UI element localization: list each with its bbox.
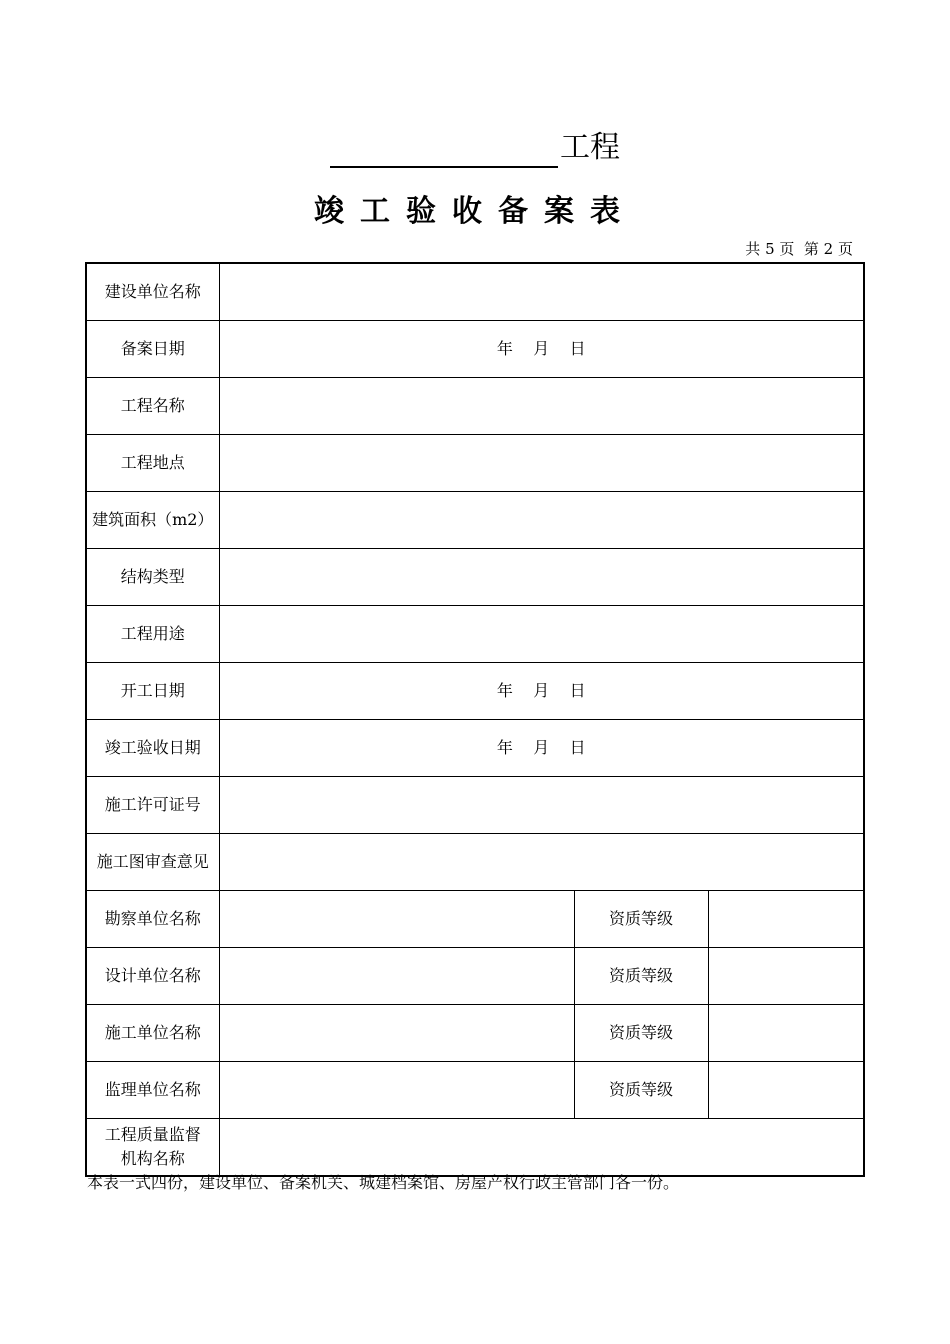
table-row bbox=[86, 606, 864, 663]
row-label bbox=[86, 1119, 219, 1177]
qualification-label: 资质等级 bbox=[574, 1005, 708, 1062]
unit-name-value[interactable] bbox=[219, 1005, 574, 1062]
filing-date-value[interactable]: 年 月 日 bbox=[219, 321, 864, 378]
page-info: 共 5 页 第 2 页 bbox=[745, 240, 853, 258]
row-label: 备案日期 bbox=[86, 321, 219, 378]
table-row bbox=[86, 321, 864, 378]
row-value[interactable] bbox=[219, 834, 864, 891]
qualification-value[interactable] bbox=[708, 948, 864, 1005]
form-title: 竣工验收备案表 bbox=[314, 194, 636, 229]
unit-name-value[interactable] bbox=[219, 891, 574, 948]
label-line-1: 工程质量监督 bbox=[104, 1125, 201, 1144]
row-value[interactable] bbox=[219, 606, 864, 663]
qualification-label: 资质等级 bbox=[574, 891, 708, 948]
row-label: 开工日期 bbox=[86, 663, 219, 720]
row-label: 建筑面积（m2） bbox=[86, 492, 219, 549]
table-row bbox=[86, 263, 864, 321]
table-row bbox=[86, 663, 864, 720]
table-row bbox=[86, 948, 864, 1005]
qualification-value[interactable] bbox=[708, 1005, 864, 1062]
completion-date-value[interactable]: 年 月 日 bbox=[219, 720, 864, 777]
row-label: 竣工验收日期 bbox=[86, 720, 219, 777]
table-row bbox=[86, 891, 864, 948]
row-value[interactable] bbox=[219, 492, 864, 549]
footnote: 本表一式四份，建设单位、备案机关、城建档案馆、房屋产权行政主管部门各一份。 bbox=[87, 1173, 680, 1192]
table-row bbox=[86, 492, 864, 549]
qualification-value[interactable] bbox=[708, 1062, 864, 1119]
table-row bbox=[86, 549, 864, 606]
label-line-2: 机构名称 bbox=[120, 1149, 185, 1168]
row-value[interactable] bbox=[219, 1119, 864, 1177]
qualification-value[interactable] bbox=[708, 891, 864, 948]
row-label: 施工图审查意见 bbox=[86, 834, 219, 891]
row-value[interactable] bbox=[219, 263, 864, 321]
row-label: 工程地点 bbox=[86, 435, 219, 492]
table-row bbox=[86, 1062, 864, 1119]
table-row bbox=[86, 435, 864, 492]
table-row bbox=[86, 378, 864, 435]
row-label: 设计单位名称 bbox=[86, 948, 219, 1005]
row-label: 工程名称 bbox=[86, 378, 219, 435]
table-row bbox=[86, 1005, 864, 1062]
project-name-heading bbox=[0, 128, 950, 168]
row-label: 监理单位名称 bbox=[86, 1062, 219, 1119]
table-row bbox=[86, 720, 864, 777]
row-label: 建设单位名称 bbox=[86, 263, 219, 321]
row-label: 施工许可证号 bbox=[86, 777, 219, 834]
row-value[interactable] bbox=[219, 378, 864, 435]
row-value[interactable] bbox=[219, 549, 864, 606]
table-row bbox=[86, 777, 864, 834]
project-suffix: 工程 bbox=[560, 130, 620, 165]
qualification-label: 资质等级 bbox=[574, 1062, 708, 1119]
row-value[interactable] bbox=[219, 435, 864, 492]
row-label: 勘察单位名称 bbox=[86, 891, 219, 948]
row-label: 工程用途 bbox=[86, 606, 219, 663]
row-value[interactable] bbox=[219, 777, 864, 834]
start-date-value[interactable]: 年 月 日 bbox=[219, 663, 864, 720]
unit-name-value[interactable] bbox=[219, 948, 574, 1005]
table-row bbox=[86, 834, 864, 891]
project-name-blank bbox=[330, 132, 558, 168]
table-row bbox=[86, 1119, 864, 1177]
qualification-label: 资质等级 bbox=[574, 948, 708, 1005]
row-label: 结构类型 bbox=[86, 549, 219, 606]
row-label: 施工单位名称 bbox=[86, 1005, 219, 1062]
record-table bbox=[85, 262, 865, 1177]
unit-name-value[interactable] bbox=[219, 1062, 574, 1119]
